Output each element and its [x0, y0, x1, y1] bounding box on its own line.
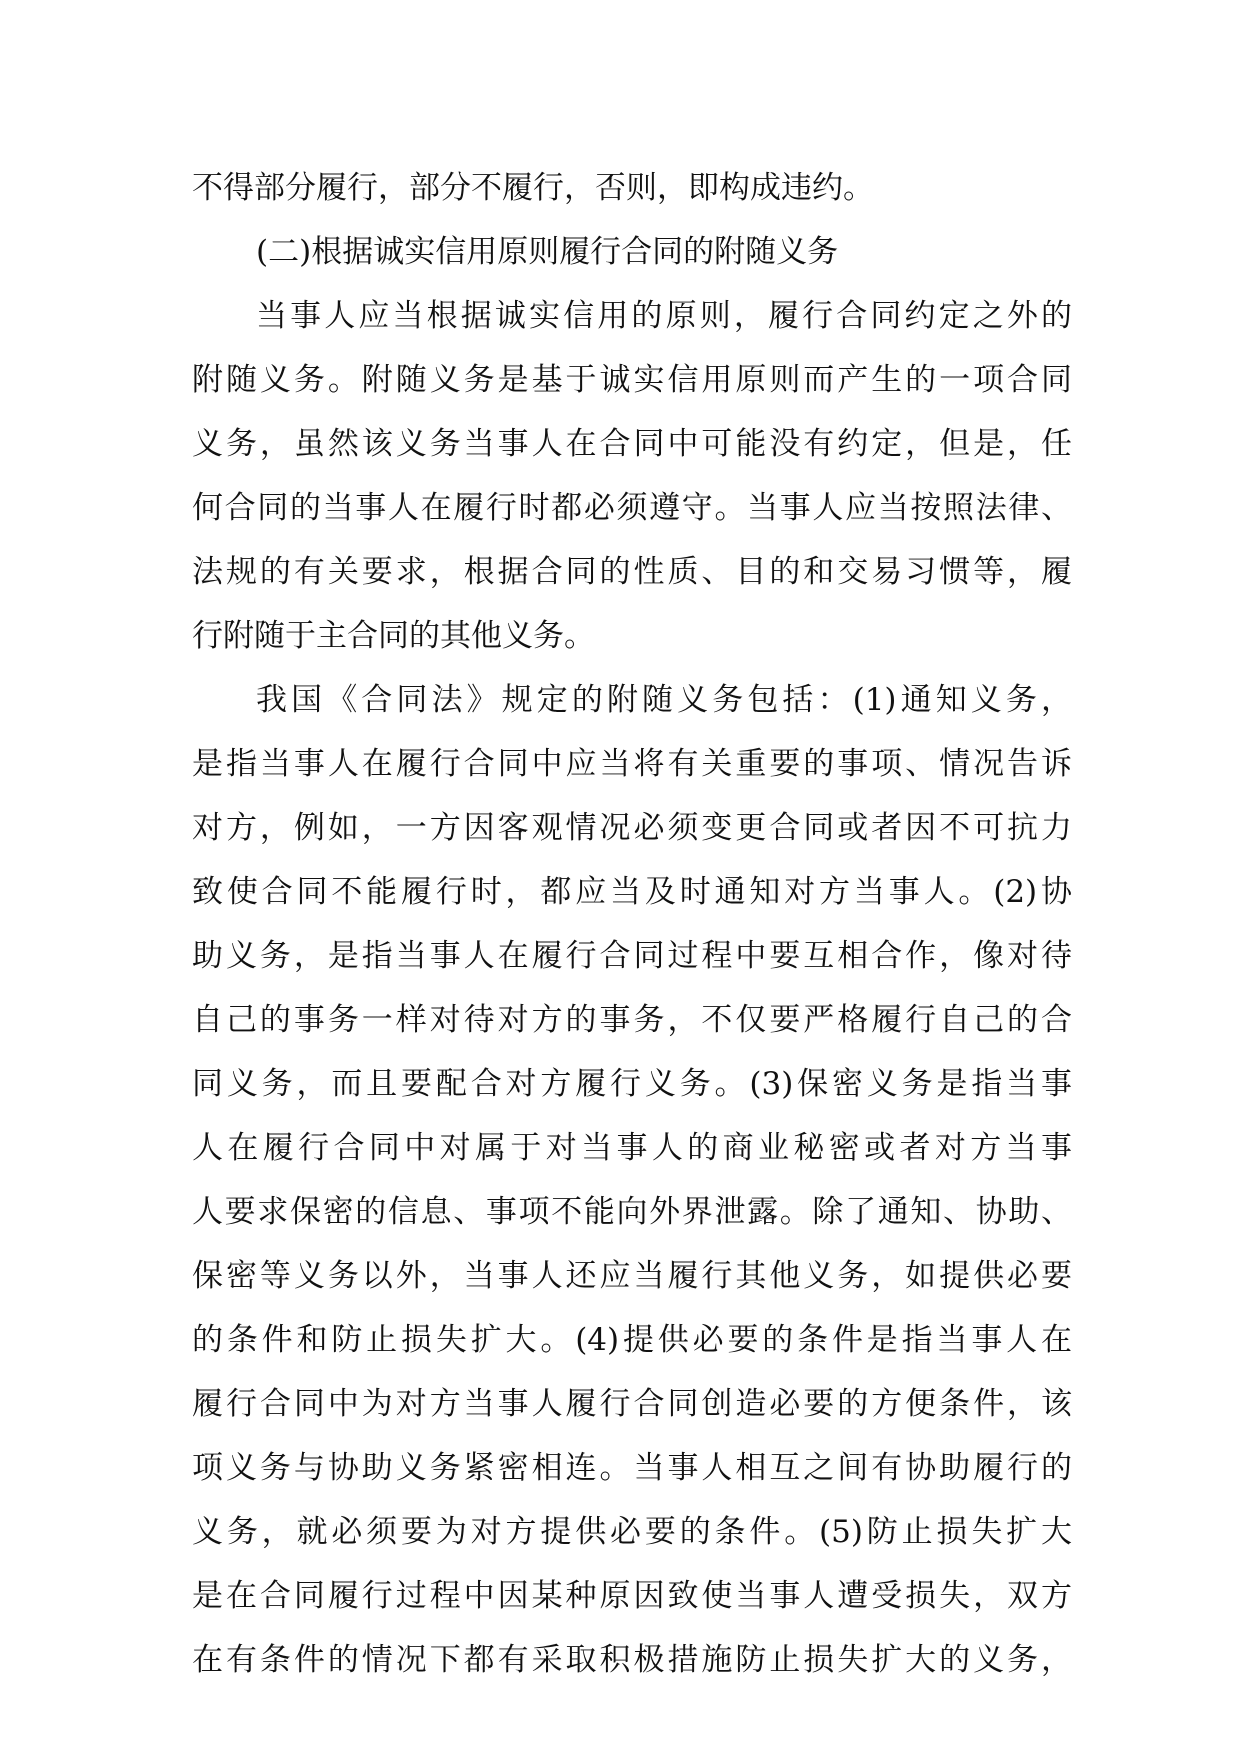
text-line: 保密等义务以外，当事人还应当履行其他义务，如提供必要: [192, 1258, 1072, 1294]
text-line: 对方，例如，一方因客观情况必须变更合同或者因不可抗力: [192, 810, 1072, 846]
text-line: 的条件和防止损失扩大。(4)提供必要的条件是指当事人在: [192, 1322, 1072, 1358]
text-line: 在有条件的情况下都有采取积极措施防止损失扩大的义务，: [192, 1642, 1072, 1678]
text-line: 是指当事人在履行合同中应当将有关重要的事项、情况告诉: [192, 746, 1072, 782]
text-line: 同义务，而且要配合对方履行义务。(3)保密义务是指当事: [192, 1066, 1072, 1102]
text-line: 义务，就必须要为对方提供必要的条件。(5)防止损失扩大: [192, 1514, 1072, 1550]
text-line: 附随义务。附随义务是基于诚实信用原则而产生的一项合同: [192, 362, 1072, 398]
text-line: 法规的有关要求，根据合同的性质、目的和交易习惯等，履: [192, 554, 1072, 590]
text-line: 当事人应当根据诚实信用的原则，履行合同约定之外的: [256, 298, 1072, 334]
text-line: 不得部分履行，部分不履行，否则，即构成违约。: [192, 170, 874, 206]
text-line: 自己的事务一样对待对方的事务，不仅要严格履行自己的合: [192, 1002, 1072, 1038]
text-line: 人在履行合同中对属于对当事人的商业秘密或者对方当事: [192, 1130, 1072, 1166]
body-text: [192, 156, 1072, 1692]
text-line: 何合同的当事人在履行时都必须遵守。当事人应当按照法律、: [192, 490, 1072, 526]
text-line: 人要求保密的信息、事项不能向外界泄露。除了通知、协助、: [192, 1194, 1072, 1230]
text-line: 项义务与协助义务紧密相连。当事人相互之间有协助履行的: [192, 1450, 1072, 1486]
text-line: 助义务，是指当事人在履行合同过程中要互相合作，像对待: [192, 938, 1072, 974]
text-line: (二)根据诚实信用原则履行合同的附随义务: [256, 234, 839, 270]
text-line: 义务，虽然该义务当事人在合同中可能没有约定，但是，任: [192, 426, 1072, 462]
text-line: 是在合同履行过程中因某种原因致使当事人遭受损失，双方: [192, 1578, 1072, 1614]
text-line: 行附随于主合同的其他义务。: [192, 618, 595, 654]
text-line: 致使合同不能履行时，都应当及时通知对方当事人。(2)协: [192, 874, 1072, 910]
text-line: 履行合同中为对方当事人履行合同创造必要的方便条件，该: [192, 1386, 1072, 1422]
text-line: 我国《合同法》规定的附随义务包括：(1)通知义务，: [256, 682, 1072, 718]
